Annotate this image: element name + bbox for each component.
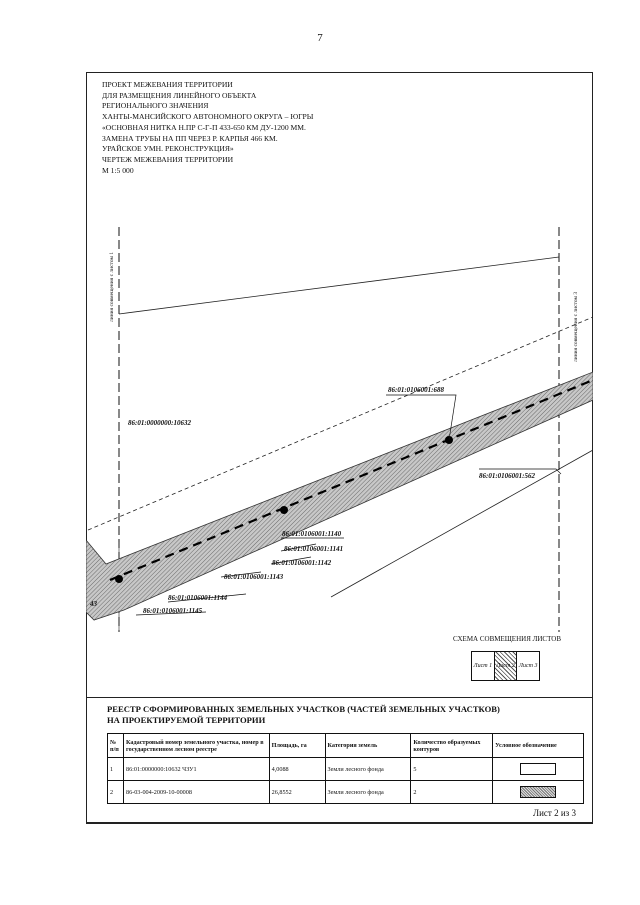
pipeline-corridor xyxy=(86,372,593,620)
title-line: ПРОЕКТ МЕЖЕВАНИЯ ТЕРРИТОРИИ xyxy=(102,80,233,89)
title-line: ДЛЯ РАЗМЕЩЕНИЯ ЛИНЕЙНОГО ОБЪЕКТА xyxy=(102,90,257,100)
scheme-title: СХЕМА СОВМЕЩЕНИЯ ЛИСТОВ xyxy=(453,635,561,643)
register-title-line: НА ПРОЕКТИРУЕМОЙ ТЕРРИТОРИИ xyxy=(107,715,266,725)
cell-num: 1 xyxy=(108,758,124,781)
register-table xyxy=(107,733,584,804)
cell-area: 26,8552 xyxy=(269,781,325,804)
cell-num: 2 xyxy=(108,781,124,804)
parcel-label: 86:01:0106001:1141 xyxy=(284,545,344,553)
title-line: М 1:5 000 xyxy=(102,165,134,175)
header-cadastral: Кадастровый номер земельного участка, номер в государственном лесном реестре xyxy=(123,734,269,758)
parcel-label: 86:01:0106001:1144 xyxy=(168,594,228,602)
scheme-sheet-2-current: Лист 2 xyxy=(495,652,518,680)
title-line: «ОСНОВНАЯ НИТКА Н.ПР С-Г-П 433-650 КМ ДУ-1200 ММ. xyxy=(102,122,306,132)
cell-legend xyxy=(493,781,584,804)
survey-point xyxy=(115,575,123,583)
parcel-label: 86:01:0106001:562 xyxy=(479,472,535,480)
header-area: Площадь, га xyxy=(269,734,325,758)
title-line: ЧЕРТЕЖ МЕЖЕВАНИЯ ТЕРРИТОРИИ xyxy=(102,154,234,164)
right-match-label: линия совмещения с листом 3 xyxy=(573,291,579,362)
parcel-label: 86:01:0106001:688 xyxy=(388,386,444,394)
register-title-line: РЕЕСТР СФОРМИРОВАННЫХ ЗЕМЕЛЬНЫХ УЧАСТКОВ (ЧАСТЕЙ ЗЕМЕЛЬНЫХ УЧАСТКОВ) xyxy=(107,704,500,714)
divider xyxy=(86,822,593,823)
parcel-label: 86:01:0106001:1142 xyxy=(272,559,332,567)
table-row xyxy=(108,758,584,781)
cell-cadastral: 86:01:0000000:10632 ЧЗУ1 xyxy=(123,758,269,781)
cell-category: Земли лесного фонда xyxy=(325,781,411,804)
legend-empty-swatch xyxy=(520,763,556,775)
edge-mark: 43 xyxy=(90,600,97,608)
parcel-label: 86:01:0106001:1145 xyxy=(143,607,203,615)
header-num: № п/п xyxy=(108,734,124,758)
register-title xyxy=(107,704,577,726)
title-line: РЕГИОНАЛЬНОГО ЗНАЧЕНИЯ xyxy=(102,101,209,111)
title-line: УРАЙСКОЕ УМН. РЕКОНСТРУКЦИЯ» xyxy=(102,144,234,154)
survey-point xyxy=(280,506,288,514)
cadastral-map xyxy=(86,72,593,632)
boundary-line xyxy=(119,257,559,314)
title-line: ЗАМЕНА ТРУБЫ НА ПП ЧЕРЕЗ Р. КАРПЬЯ 466 КМ. xyxy=(102,133,278,143)
sheet-label: Лист 2 из 3 xyxy=(533,808,576,818)
cell-cadastral: 86-03-004-2009-10-00008 xyxy=(123,781,269,804)
parcel-label: 86:01:0106001:1143 xyxy=(224,573,284,581)
scheme-sheet-1: Лист 1 xyxy=(472,652,495,680)
parcel-label: 86:01:0106001:1140 xyxy=(282,530,342,538)
parcel-label: 86:01:0000000:10632 xyxy=(128,419,191,427)
pipeline-axis xyxy=(110,380,593,580)
divider xyxy=(86,697,593,698)
cell-category: Земли лесного фонда xyxy=(325,758,411,781)
header-contours: Количество образуемых контуров xyxy=(411,734,493,758)
title-line: ХАНТЫ-МАНСИЙСКОГО АВТОНОМНОГО ОКРУГА – ЮГРЫ xyxy=(102,112,314,122)
left-match-label: линия совмещения с листом 1 xyxy=(109,251,115,322)
header-category: Категория земель xyxy=(325,734,411,758)
cell-contours: 5 xyxy=(411,758,493,781)
legend-hatched-swatch xyxy=(520,786,556,798)
scheme-sheet-3: Лист 3 xyxy=(518,663,538,669)
cell-contours: 2 xyxy=(411,781,493,804)
table-header-row xyxy=(108,734,584,758)
header-legend: Условное обозначение xyxy=(493,734,584,758)
table-row xyxy=(108,781,584,804)
cell-area: 4,0088 xyxy=(269,758,325,781)
sheet-scheme xyxy=(471,651,540,681)
cell-legend xyxy=(493,758,584,781)
page-number: 7 xyxy=(317,32,323,44)
